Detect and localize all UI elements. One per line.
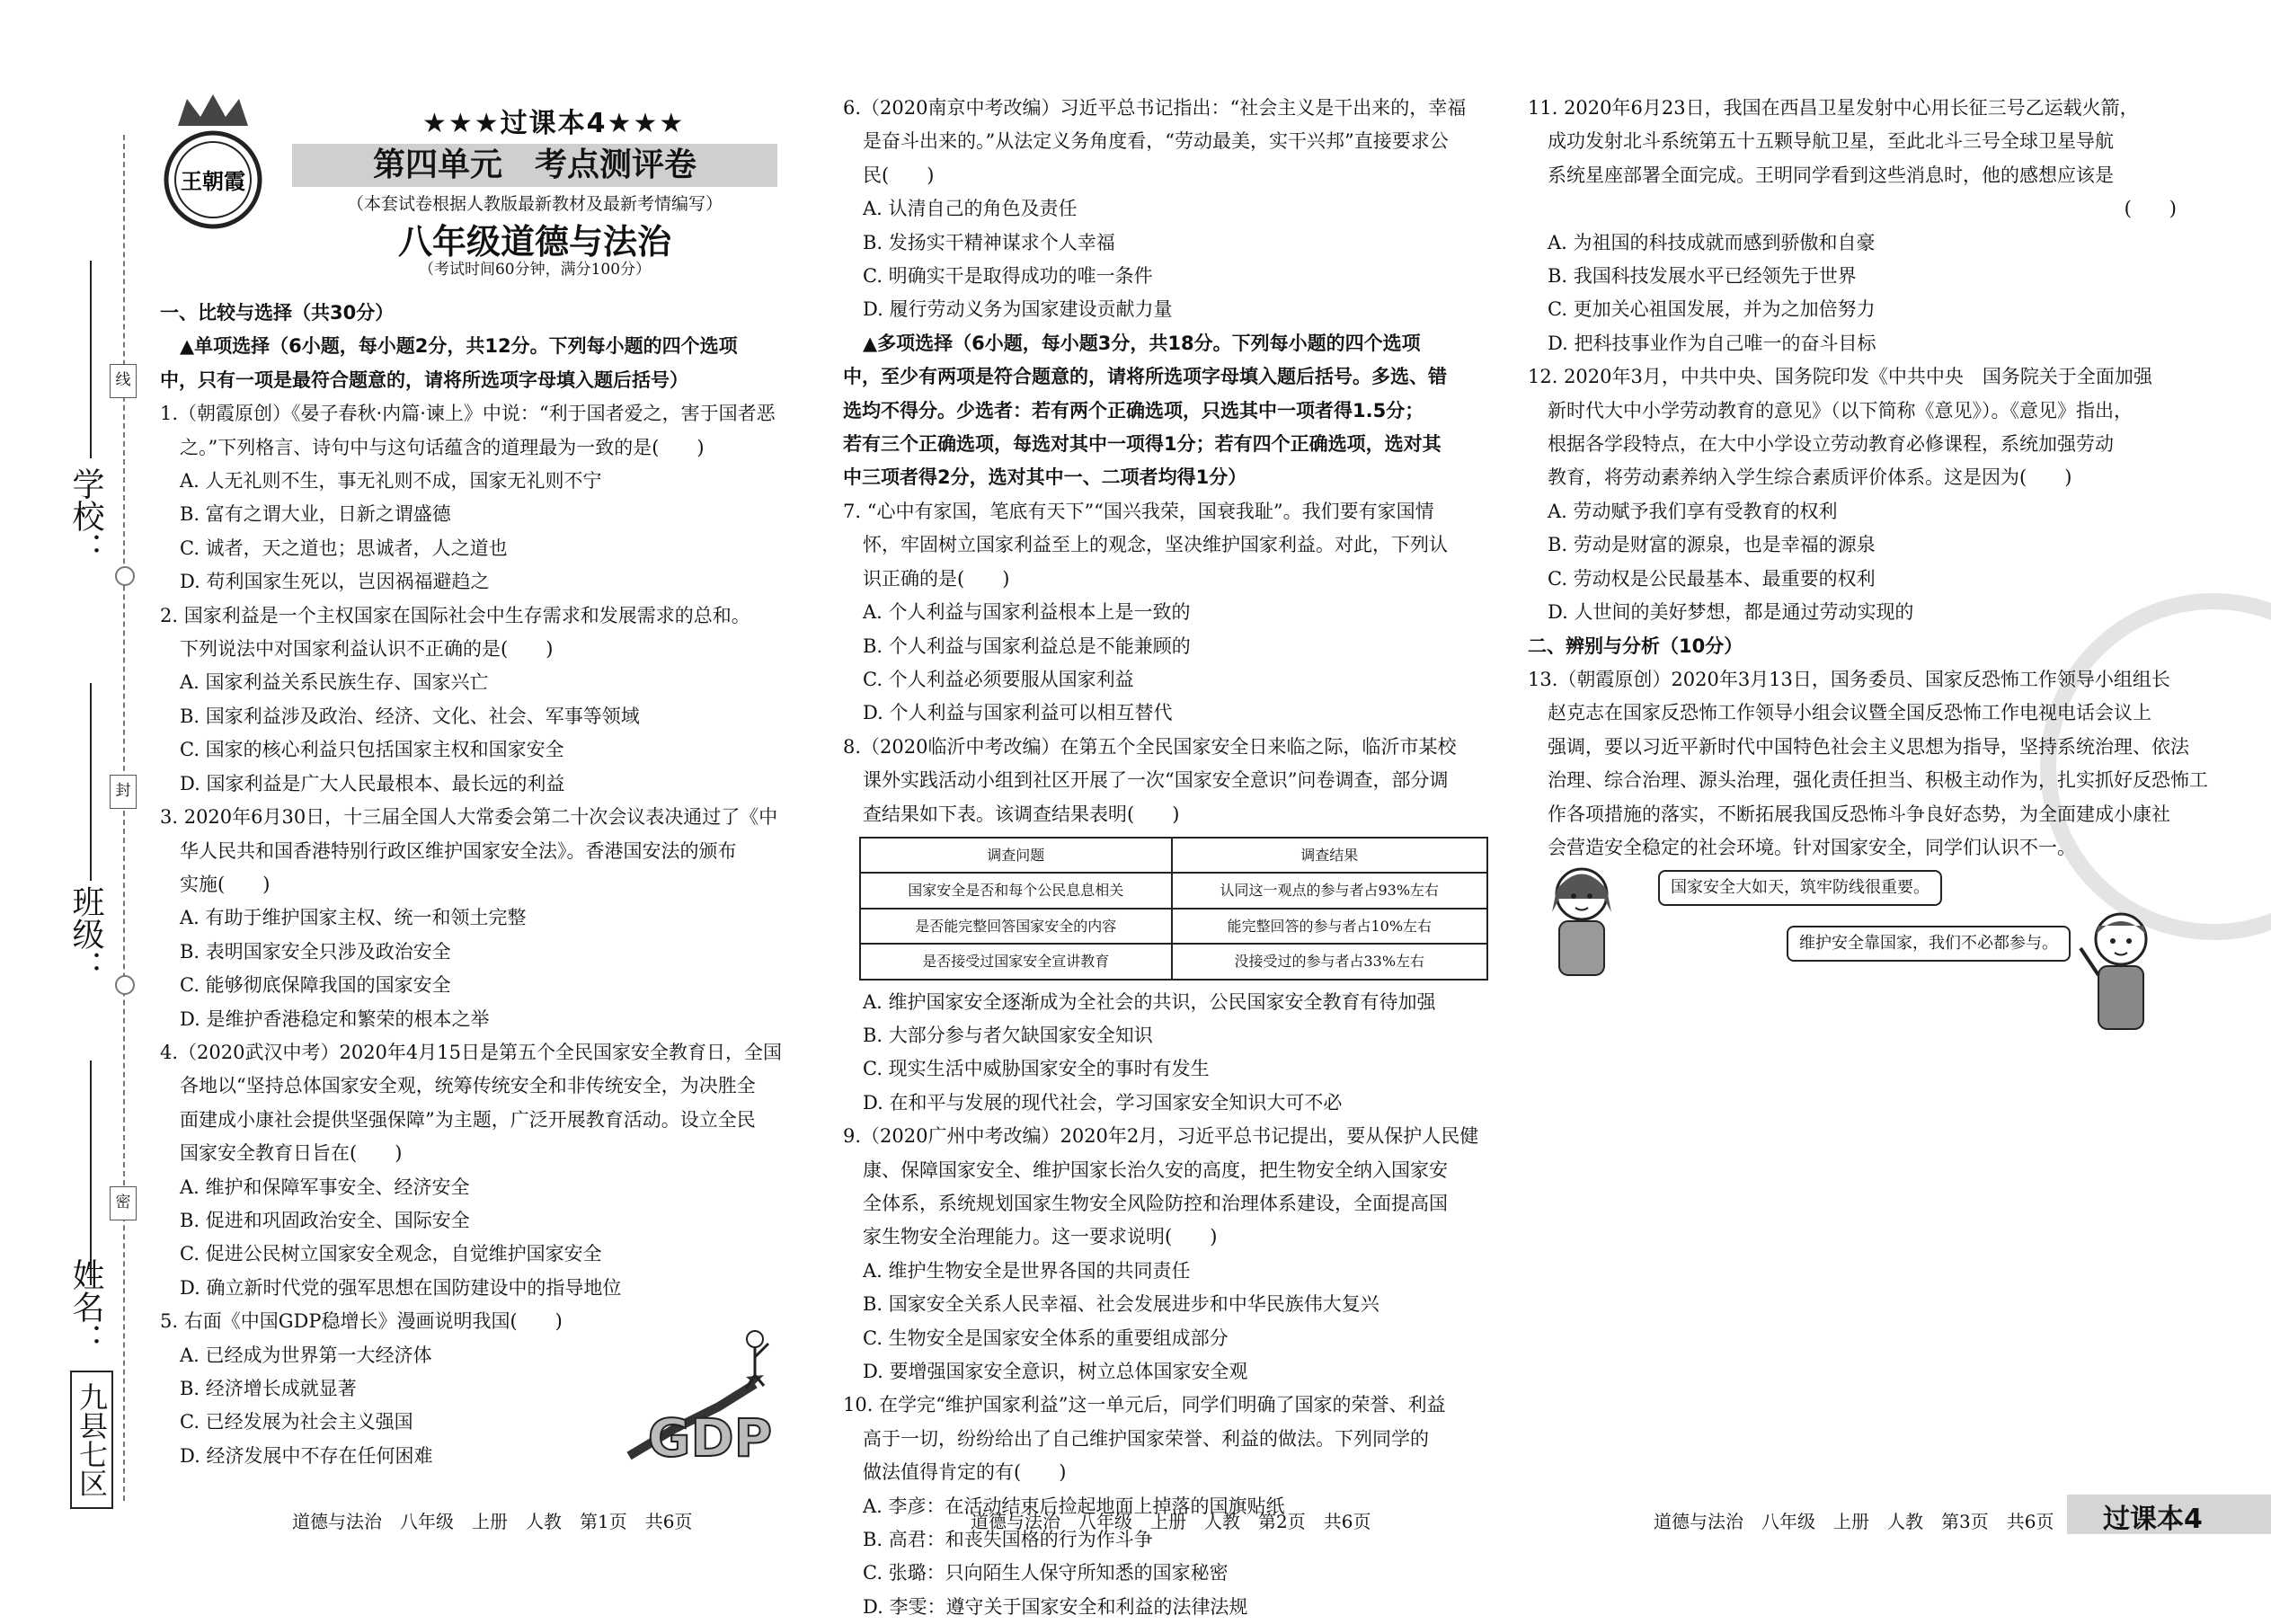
- text-line: 识正确的是( ): [863, 567, 1010, 590]
- text-line: 查结果如下表。该调查结果表明( ): [863, 803, 1180, 825]
- text-line: A. 个人利益与国家利益根本上是一致的: [863, 601, 1191, 624]
- brand-label: 过课本4: [2103, 1504, 2203, 1535]
- text-line: 怀，牢固树立国家利益至上的观念，坚决维护国家利益。对此，下列认: [863, 534, 1448, 556]
- table-row: [860, 909, 1487, 944]
- subtitle: （本套试卷根据人教版最新教材及最新考情编写）: [346, 194, 723, 214]
- text-line: 国家安全教育日旨在( ): [180, 1142, 403, 1165]
- text-line: A. 已经成为世界第一大经济体: [180, 1344, 432, 1366]
- school-line: [90, 261, 92, 458]
- table-cell: 是否接受过国家安全宣讲教育: [860, 944, 1172, 979]
- text-line: 中，只有一项是最符合题意的，请将所选项字母填入题后括号）: [160, 368, 688, 391]
- binding-margin: [0, 0, 157, 1608]
- text-line: B. 国家利益涉及政治、经济、文化、社会、军事等领域: [180, 705, 640, 727]
- text-line: B. 发扬实干精神谋求个人幸福: [863, 231, 1115, 253]
- series-label: ★★★过课本4★★★: [422, 108, 686, 139]
- punch-hole: [115, 975, 135, 995]
- text-line: 家生物安全治理能力。这一要求说明( ): [863, 1226, 1218, 1248]
- text-line: 全体系，系统规划国家生物安全风险防控和治理体系建设，全面提高国: [863, 1193, 1448, 1214]
- text-line: 选均不得分。少选者：若有两个正确选项，只选其中一项者得1.5分；: [843, 399, 1424, 422]
- text-line: B. 富有之谓大业，日新之谓盛德: [180, 503, 451, 526]
- text-line: C. 促进公民树立国家安全观念，自觉维护国家安全: [180, 1243, 602, 1265]
- text-line: 10. 在学完“维护国家利益”这一单元后，同学们明确了国家的荣誉、利益: [843, 1394, 1446, 1416]
- text-line: A. 维护生物安全是世界各国的共同责任: [863, 1259, 1191, 1282]
- text-line: A. 人无礼则不生，事无礼则不成，国家无礼则不宁: [180, 470, 602, 493]
- text-line: 华人民共和国香港特别行政区维护国家安全法》。香港国安法的颁布: [180, 839, 737, 862]
- region-box: 九县七区: [70, 1371, 113, 1509]
- text-line: C. 现实生活中威胁国家安全的事时有发生: [863, 1058, 1210, 1080]
- text-line: A. 认清自己的角色及责任: [863, 198, 1078, 220]
- text-line: 13.（朝霞原创）2020年3月13日，国务委员、国家反恐怖工作领导小组组长: [1528, 668, 2170, 690]
- school-label: 学校：: [67, 467, 104, 564]
- text-line: 民( ): [863, 164, 935, 186]
- text-line: D. 苟利国家生死以，岂因祸福避趋之: [180, 571, 490, 593]
- text-line: ▲单项选择（6小题，每小题2分，共12分。下列每小题的四个选项: [180, 335, 738, 358]
- table-row: [860, 873, 1487, 908]
- unit-title: 第四单元 考点测评卷: [372, 146, 696, 183]
- footer-page-2: 道德与法治 八年级 上册 人教 第2页 共6页: [971, 1511, 1371, 1532]
- text-line: A. 有助于维护国家主权、统一和领土完整: [180, 907, 527, 929]
- text-line: 之。”下列格言、诗句中与这句话蕴含的道理最为一致的是( ): [180, 436, 705, 458]
- text-line: C. 个人利益必须要服从国家利益: [863, 668, 1134, 690]
- text-line: ▲多项选择（6小题，每小题3分，共18分。下列每小题的四个选项: [863, 332, 1421, 354]
- text-line: 4.（2020武汉中考）2020年4月15日是第五个全民国家安全教育日，全国: [160, 1041, 783, 1063]
- text-line: B. 劳动是财富的源泉，也是幸福的源泉: [1548, 534, 1876, 556]
- column-3: [1528, 92, 2208, 865]
- text-line: B. 高君：和丧失国格的行为作斗争: [863, 1529, 1153, 1551]
- text-line: B. 经济增长成就显著: [180, 1378, 357, 1399]
- text-line: C. 生物安全是国家安全体系的重要组成部分: [863, 1327, 1229, 1349]
- text-line: 教育，将劳动素养纳入学生综合素质评价体系。这是因为( ): [1548, 466, 2072, 489]
- text-line: C. 已经发展为社会主义强国: [180, 1411, 413, 1433]
- text-line: 3. 2020年6月30日，十三届全国人大常委会第二十次会议表决通过了《中: [160, 806, 778, 829]
- text-line: 一、比较与选择（共30分）: [160, 302, 395, 324]
- text-line: 做法值得肯定的有( ): [863, 1461, 1067, 1484]
- table-header-row: [860, 838, 1487, 873]
- text-line: 各地以“坚持总体国家安全观，统筹传统安全和非传统安全，为决胜全: [180, 1075, 756, 1097]
- table-header-cell: 调查结果: [1172, 838, 1487, 873]
- footer-page-1: 道德与法治 八年级 上册 人教 第1页 共6页: [292, 1511, 693, 1532]
- text-line: C. 明确实干是取得成功的唯一条件: [863, 265, 1153, 288]
- text-line: 实施( ): [180, 873, 271, 895]
- text-line: C. 张璐：只向陌生人保守所知悉的国家秘密: [863, 1562, 1229, 1584]
- text-line: 中三项者得2分，选对其中一、二项者均得1分）: [843, 466, 1247, 489]
- table-cell: 是否能完整回答国家安全的内容: [860, 909, 1172, 944]
- text-line: D. 国家利益是广大人民最根本、最长远的利益: [180, 772, 565, 794]
- text-line: C. 国家的核心利益只包括国家主权和国家安全: [180, 739, 564, 761]
- exam-info: （考试时间60分钟，满分100分）: [418, 261, 652, 279]
- table-header-cell: 调查问题: [860, 838, 1172, 873]
- text-line: D. 确立新时代党的强军思想在国防建设中的指导地位: [180, 1276, 622, 1299]
- text-line: B. 表明国家安全只涉及政治安全: [180, 940, 451, 963]
- text-line: B. 促进和巩固政治安全、国际安全: [180, 1209, 470, 1231]
- survey-table: [859, 837, 1488, 981]
- brand-logo: [160, 90, 266, 243]
- text-line: 若有三个正确选项，每选对其中一项得1分；若有四个正确选项，选对其: [843, 433, 1442, 456]
- text-line: 8.（2020临沂中考改编）在第五个全民国家安全日来临之际，临沂市某校: [843, 735, 1457, 758]
- speech-bubble-boy: 维护安全靠国家，我们不必都参与。: [1787, 926, 2071, 962]
- girl-illustration: [1532, 858, 1631, 984]
- text-line: 赵克志在国家反恐怖工作领导小组会议暨全国反恐怖工作电视电话会议上: [1548, 702, 2151, 724]
- text-line: A. 维护国家安全逐渐成为全社会的共识，公民国家安全教育有待加强: [863, 990, 1436, 1013]
- boy-illustration: [2071, 903, 2170, 1038]
- seal-mi-mark: 密: [110, 1186, 137, 1220]
- table-cell: 国家安全是否和每个公民息息相关: [860, 873, 1172, 908]
- footer-page-3: 道德与法治 八年级 上册 人教 第3页 共6页: [1654, 1511, 2054, 1532]
- text-line: 9.（2020广州中考改编）2020年2月，习近平总书记提出，要从保护人民健: [843, 1125, 1479, 1148]
- name-label: 姓名：: [67, 1258, 104, 1355]
- text-line: C. 诚者，天之道也；思诚者，人之道也: [180, 537, 508, 559]
- text-line: B. 大部分参与者欠缺国家安全知识: [863, 1024, 1153, 1046]
- text-line: A. 为祖国的科技成就而感到骄傲和自豪: [1548, 231, 1876, 253]
- text-line: 作各项措施的落实，不断拓展我国反恐怖斗争良好态势，为全面建成小康社: [1548, 803, 2170, 825]
- name-line: [90, 1060, 92, 1285]
- text-line: 高于一切，纷纷给出了自己维护国家荣誉、利益的做法。下列同学的: [863, 1427, 1429, 1450]
- gdp-text: GDP: [647, 1407, 773, 1465]
- text-line: D. 经济发展中不存在任何困难: [180, 1444, 433, 1467]
- text-line: B. 国家安全关系人民幸福、社会发展进步和中华民族伟大复兴: [863, 1293, 1379, 1316]
- seal-feng-mark: 封: [110, 775, 137, 809]
- text-line: 治理、综合治理、源头治理，强化责任担当、积极主动作为，扎实抓好反恐怖工: [1548, 769, 2208, 792]
- text-line: D. 把科技事业作为自己唯一的奋斗目标: [1548, 332, 1876, 354]
- text-line: 系统星座部署全面完成。王明同学看到这些消息时，他的感想应该是: [1548, 164, 2114, 186]
- gdp-cartoon: [620, 1321, 800, 1465]
- speech-bubble-girl: 国家安全大如天，筑牢防线很重要。: [1658, 870, 1942, 906]
- punch-hole: [115, 566, 135, 586]
- text-line: 12. 2020年3月，中共中央、国务院印发《中共中央 国务院关于全面加强: [1528, 366, 2152, 388]
- text-line: 是奋斗出来的。”从法定义务角度看，“劳动最美，实干兴邦”直接要求公: [863, 130, 1449, 153]
- text-line: 5. 右面《中国GDP稳增长》漫画说明我国( ): [160, 1310, 563, 1333]
- text-line: C. 更加关心祖国发展，并为之加倍努力: [1548, 298, 1876, 321]
- text-line: A. 劳动赋予我们享有受教育的权利: [1548, 500, 1838, 522]
- text-line: ( ): [2124, 198, 2177, 220]
- column-2: [843, 92, 1492, 1624]
- text-line: 6.（2020南京中考改编）习近平总书记指出：“社会主义是干出来的，幸福: [843, 97, 1467, 119]
- text-line: B. 我国科技发展水平已经领先于世界: [1548, 265, 1857, 288]
- class-label: 班级：: [67, 885, 104, 982]
- text-line: 康、保障国家安全、维护国家长治久安的高度，把生物安全纳入国家安: [863, 1158, 1448, 1181]
- text-line: 下列说法中对国家利益认识不正确的是( ): [180, 638, 554, 661]
- text-line: D. 李雯：遵守关于国家安全和利益的法律法规: [863, 1595, 1248, 1618]
- text-line: 2. 国家利益是一个主权国家在国际社会中生存需求和发展需求的总和。: [160, 604, 750, 626]
- text-line: 新时代大中小学劳动教育的意见》（以下简称《意见》）。《意见》指出，: [1548, 399, 2133, 422]
- text-line: D. 人世间的美好梦想，都是通过劳动实现的: [1548, 601, 1914, 624]
- table-row: [860, 944, 1487, 979]
- table-cell: 能完整回答的参与者占10%左右: [1172, 909, 1487, 944]
- table-cell: 没接受过的参与者占33%左右: [1172, 944, 1487, 979]
- text-line: 中，至少有两项是符合题意的，请将所选项字母填入题后括号。多选、错: [843, 366, 1447, 388]
- text-line: C. 能够彻底保障我国的国家安全: [180, 974, 451, 997]
- text-line: A. 维护和保障军事安全、经济安全: [180, 1176, 470, 1198]
- text-line: 成功发射北斗系统第五十五颗导航卫星，至此北斗三号全球卫星导航: [1548, 130, 2114, 153]
- text-line: D. 履行劳动义务为国家建设贡献力量: [863, 298, 1173, 321]
- text-line: 7. “心中有家国，笔底有天下”“国兴我荣，国衰我耻”。我们要有家国情: [843, 500, 1434, 522]
- column-1: [160, 297, 800, 1473]
- table-cell: 认同这一观点的参与者占93%左右: [1172, 873, 1487, 908]
- seal-line-mark: 线: [110, 364, 137, 398]
- brand-tab: [2067, 1495, 2271, 1534]
- text-line: D. 个人利益与国家利益可以相互替代: [863, 702, 1173, 724]
- text-line: 强调，要以习近平新时代中国特色社会主义思想为指导，坚持系统治理、依法: [1548, 735, 2189, 758]
- text-line: A. 国家利益关系民族生存、国家兴亡: [180, 671, 489, 694]
- text-line: 1.（朝霞原创）《晏子春秋·内篇·谏上》中说：“利于国者爱之，害于国者恶: [160, 403, 776, 425]
- logo-text: 王朝霞: [181, 168, 245, 194]
- text-line: C. 劳动权是公民最基本、最重要的权利: [1548, 567, 1876, 590]
- text-line: 二、辨别与分析（10分）: [1528, 635, 1743, 657]
- text-line: B. 个人利益与国家利益总是不能兼顾的: [863, 635, 1191, 657]
- text-line: 11. 2020年6月23日，我国在西昌卫星发射中心用长征三号乙运载火箭，: [1528, 97, 2139, 119]
- text-line: D. 在和平与发展的现代社会，学习国家安全知识大可不必: [863, 1091, 1343, 1114]
- text-line: 课外实践活动小组到社区开展了一次“国家安全意识”问卷调查，部分调: [863, 769, 1449, 792]
- text-line: 会营造安全稳定的社会环境。针对国家安全，同学们认识不一。: [1548, 836, 2076, 858]
- title-banner: [292, 144, 777, 187]
- subject-title: 八年级道德与法治: [397, 222, 671, 262]
- text-line: D. 是维护香港稳定和繁荣的根本之举: [180, 1007, 490, 1030]
- class-line: [90, 683, 92, 881]
- questions-6-8: [843, 92, 1492, 831]
- text-line: 面建成小康社会提供坚强保障”为主题，广泛开展教育活动。设立全民: [180, 1108, 756, 1131]
- text-line: D. 要增强国家安全意识，树立总体国家安全观: [863, 1361, 1248, 1383]
- text-line: 根据各学段特点，在大中小学设立劳动教育必修课程，系统加强劳动: [1548, 433, 2114, 456]
- text-line: A. 李彦：在活动结束后捡起地面上掉落的国旗贴纸: [863, 1495, 1285, 1517]
- cut-line: [123, 135, 125, 1501]
